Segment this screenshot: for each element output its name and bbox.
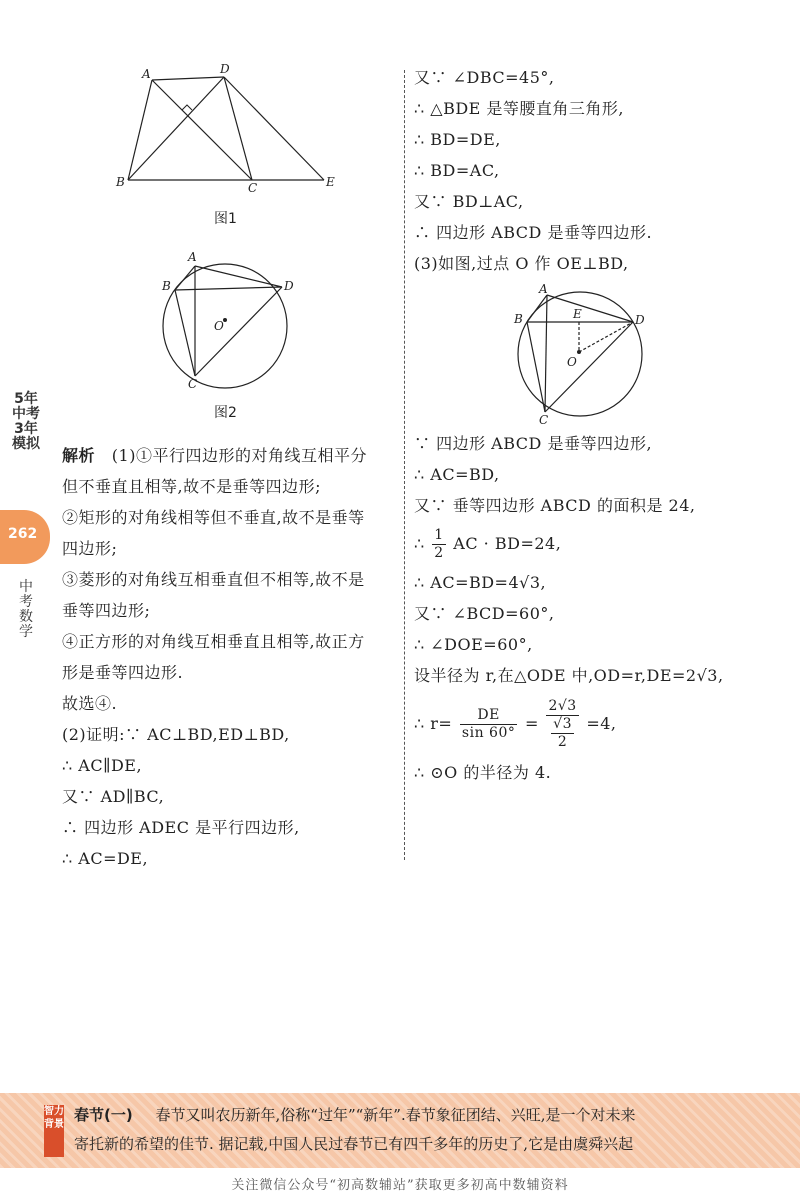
segment-ad [195, 266, 282, 287]
fraction-root3-over-2 [551, 716, 574, 751]
text-line: 又∵ AD∥BC, [62, 787, 165, 806]
text-line: ②矩形的对角线相等但不垂直,故不是垂等 [62, 508, 365, 527]
text-line: 垂等四边形; [62, 601, 151, 620]
segment-ad [547, 295, 633, 322]
segment-od [579, 322, 633, 352]
segment-ab [175, 266, 195, 290]
banner-title: 春节(一) [74, 1106, 133, 1124]
fig2-label-b: B [162, 279, 171, 293]
page-number: 262 [8, 526, 38, 542]
fig2-label-a: A [188, 250, 197, 264]
text-segment: =4, [586, 714, 617, 733]
fig1-label-b: B [116, 175, 125, 189]
text-line: ③菱形的对角线互相垂直但不相等,故不是 [62, 570, 365, 589]
text-line: (1)①平行四边形的对角线互相平分 [111, 446, 367, 465]
text-segment: = [524, 714, 539, 733]
fig2-label-d: D [284, 279, 294, 293]
fraction-compound [546, 698, 578, 751]
solution-left-column [62, 440, 397, 874]
footer-note: 关注微信公众号“初高数辅站”获取更多初高中数辅资料 [231, 1178, 569, 1193]
banner-line-1 [74, 1101, 786, 1130]
fig3-label-o: O [567, 355, 577, 369]
fraction-denominator: 2 [434, 545, 444, 561]
fig3-label-b: B [514, 312, 523, 326]
center-point [577, 350, 581, 354]
column-divider [404, 70, 405, 860]
fraction-de-over-sin [460, 707, 517, 742]
segment-ac [545, 295, 547, 412]
text-line: (3)如图,过点 O 作 OE⊥BD, [414, 254, 629, 273]
text-line: ∴ AC=DE, [62, 849, 149, 868]
segment-cd [545, 322, 633, 412]
text-line: ∴ 四边形 ABCD 是垂等四边形. [414, 223, 653, 242]
solution-right-column-top [414, 62, 789, 279]
text-line: ∴ AC=BD, [414, 465, 500, 484]
fraction-denominator: 2 [557, 734, 568, 750]
fig1-label-a: A [142, 67, 151, 81]
text-line-fraction [414, 521, 789, 567]
fig1-label-e: E [326, 175, 335, 189]
fraction-denominator: sin 60° [461, 725, 516, 741]
text-line: (2)证明:∵ AC⊥BD,ED⊥BD, [62, 725, 290, 744]
banner-line-text: 春节又叫农历新年,俗称“过年”“新年”.春节象征团结、兴旺,是一个对未来 [155, 1106, 636, 1124]
figure-2-caption: 图2 [214, 405, 237, 421]
banner-line-2: 寄托新的希望的佳节. 据记载,中国人民过春节已有四千多年的历史了,它是由虞舜兴起 [74, 1135, 634, 1153]
text-line: 又∵ ∠BCD=60°, [414, 604, 555, 623]
text-line: 设半径为 r,在△ODE 中,OD=r,DE=2√3, [414, 666, 724, 685]
text-line [62, 440, 397, 471]
text-line: 又∵ BD⊥AC, [414, 192, 524, 211]
banner-tag: 智力背景 [44, 1105, 64, 1157]
segment-ad [152, 77, 224, 80]
banner-text [74, 1101, 786, 1159]
text-line: 形是垂等四边形. [62, 663, 184, 682]
text-line: ∴ BD=DE, [414, 130, 501, 149]
segment-ab [128, 80, 152, 180]
figure-1-caption: 图1 [214, 211, 237, 227]
text-line: ∴ AC=BD=4√3, [414, 573, 547, 592]
segment-ab [527, 295, 547, 322]
text-segment: AC · BD=24, [453, 534, 562, 553]
fig3-label-d: D [635, 313, 645, 327]
text-line-radius-formula [414, 691, 789, 757]
fig3-label-a: A [539, 282, 548, 296]
text-line: 又∵ 垂等四边形 ABCD 的面积是 24, [414, 496, 696, 515]
fraction-one-half [432, 527, 445, 562]
fig2-label-o: O [214, 319, 224, 333]
segment-dc [224, 77, 252, 180]
text-line: ∴ △BDE 是等腰直角三角形, [414, 99, 625, 118]
segment-bc [175, 290, 195, 376]
fraction-denominator [546, 716, 578, 751]
fig3-label-c: C [539, 413, 549, 427]
text-line: 又∵ ∠DBC=45°, [414, 68, 555, 87]
right-angle-mark [182, 105, 192, 110]
text-line: ∴ ⊙O 的半径为 4. [414, 763, 552, 782]
text-line: 但不垂直且相等,故不是垂等四边形; [62, 477, 321, 496]
segment-ac [152, 80, 252, 180]
solution-right-column-bottom [414, 428, 789, 788]
figure-1 [110, 60, 340, 195]
segment-de [224, 77, 324, 180]
fig1-label-d: D [220, 62, 230, 76]
segment-bd [175, 287, 282, 290]
text-line: ∴ AC∥DE, [62, 756, 143, 775]
text-line: ④正方形的对角线互相垂直且相等,故正方 [62, 632, 365, 651]
text-line: ∴ 四边形 ADEC 是平行四边形, [62, 818, 300, 837]
fig2-label-c: C [188, 377, 198, 391]
segment-bd [128, 77, 224, 180]
fig1-label-c: C [248, 181, 258, 195]
fraction-numerator: √3 [553, 716, 572, 732]
text-line: ∴ BD=AC, [414, 161, 500, 180]
page-number-badge [0, 510, 50, 564]
background-banner [0, 1093, 800, 1168]
fraction-numerator: DE [460, 707, 517, 725]
fraction-numerator: 2√3 [548, 698, 577, 714]
series-label: 5年中考3年模拟 [12, 391, 40, 452]
solution-heading: 解析 [62, 446, 96, 465]
figure-2 [150, 248, 300, 393]
segment-cd [195, 287, 282, 376]
text-line: 四边形; [62, 539, 118, 558]
text-line: 故选④. [62, 694, 118, 713]
subject-label: 中考数学 [19, 579, 33, 640]
figure-3 [505, 280, 655, 428]
text-segment: ∴ r= [414, 714, 453, 733]
text-line: ∴ ∠DOE=60°, [414, 635, 533, 654]
text-line: ∵ 四边形 ABCD 是垂等四边形, [414, 434, 653, 453]
text-segment: ∴ [414, 534, 425, 553]
fig3-label-e: E [573, 307, 582, 321]
fraction-numerator: 1 [434, 527, 444, 543]
